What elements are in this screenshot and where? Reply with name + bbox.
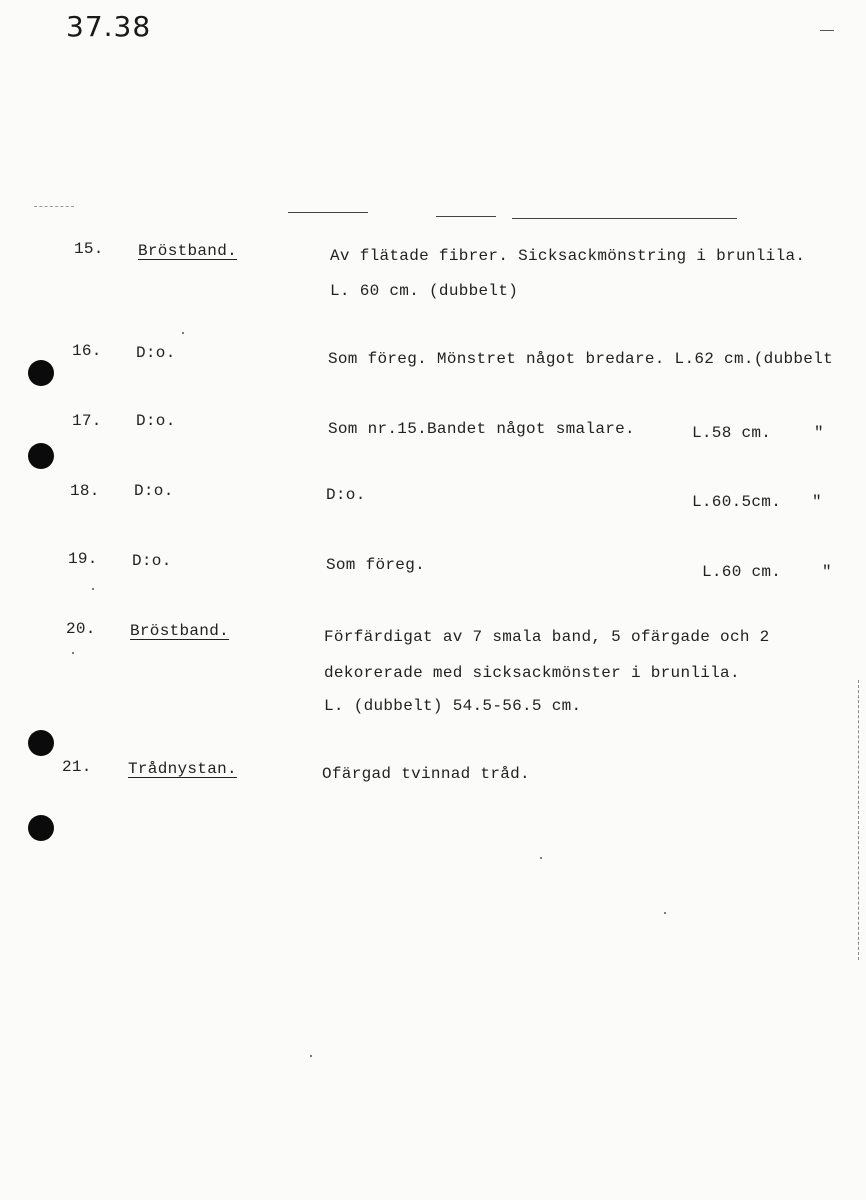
punch-hole [28,443,54,469]
speck [182,332,184,334]
entry-description-line: Som föreg. Mönstret något bredare. L.62 cm.(dubbelt [328,350,833,368]
speck [540,857,542,859]
top-rule-4 [34,206,74,207]
entry-number: 15. [74,240,104,258]
entry-description-line: Förfärdigat av 7 smala band, 5 ofärgade och 2 [324,628,770,646]
entry-number: 18. [70,482,100,500]
catalog-number: 37.38 [66,10,152,43]
entry-number: 21. [62,758,92,776]
entry-measurement: L.58 cm. [692,424,772,442]
entry-number: 16. [72,342,102,360]
ditto-mark: " [814,424,824,442]
ditto-mark: " [812,493,822,511]
scan-edge-dash [820,30,834,31]
entry-title: D:o. [136,344,176,362]
speck [310,1055,312,1057]
punch-hole [28,360,54,386]
entry-title: Bröstband. [138,242,238,260]
entry-description-line: D:o. [326,486,366,504]
top-rule-2 [436,216,496,217]
speck [664,912,666,914]
top-rule-1 [288,212,368,213]
scan-edge-line [858,680,859,960]
entry-description-line: Som föreg. [326,556,426,574]
entry-description-line: Som nr.15.Bandet något smalare. [328,420,635,438]
entry-title: D:o. [132,552,172,570]
entry-description-line: Ofärgad tvinnad tråd. [322,765,530,783]
entry-description-line: L. 60 cm. (dubbelt) [330,282,519,300]
entry-title: D:o. [134,482,174,500]
ditto-mark: " [822,563,832,581]
entry-measurement: L.60.5cm. [692,493,782,511]
entry-description-line: L. (dubbelt) 54.5-56.5 cm. [324,697,582,715]
entry-number: 17. [72,412,102,430]
entry-title: D:o. [136,412,176,430]
punch-hole [28,730,54,756]
entry-title: Bröstband. [130,622,230,640]
entry-number: 20. [66,620,96,638]
entry-description-line: dekorerade med sicksackmönster i brunlila. [324,664,740,682]
speck [92,588,94,590]
top-rule-3 [512,218,737,219]
entry-title: Trådnystan. [128,760,237,778]
speck [72,652,74,654]
punch-hole [28,815,54,841]
entry-measurement: L.60 cm. [702,563,782,581]
entry-description-line: Av flätade fibrer. Sicksackmönstring i brunlila. [330,247,806,265]
entry-number: 19. [68,550,98,568]
